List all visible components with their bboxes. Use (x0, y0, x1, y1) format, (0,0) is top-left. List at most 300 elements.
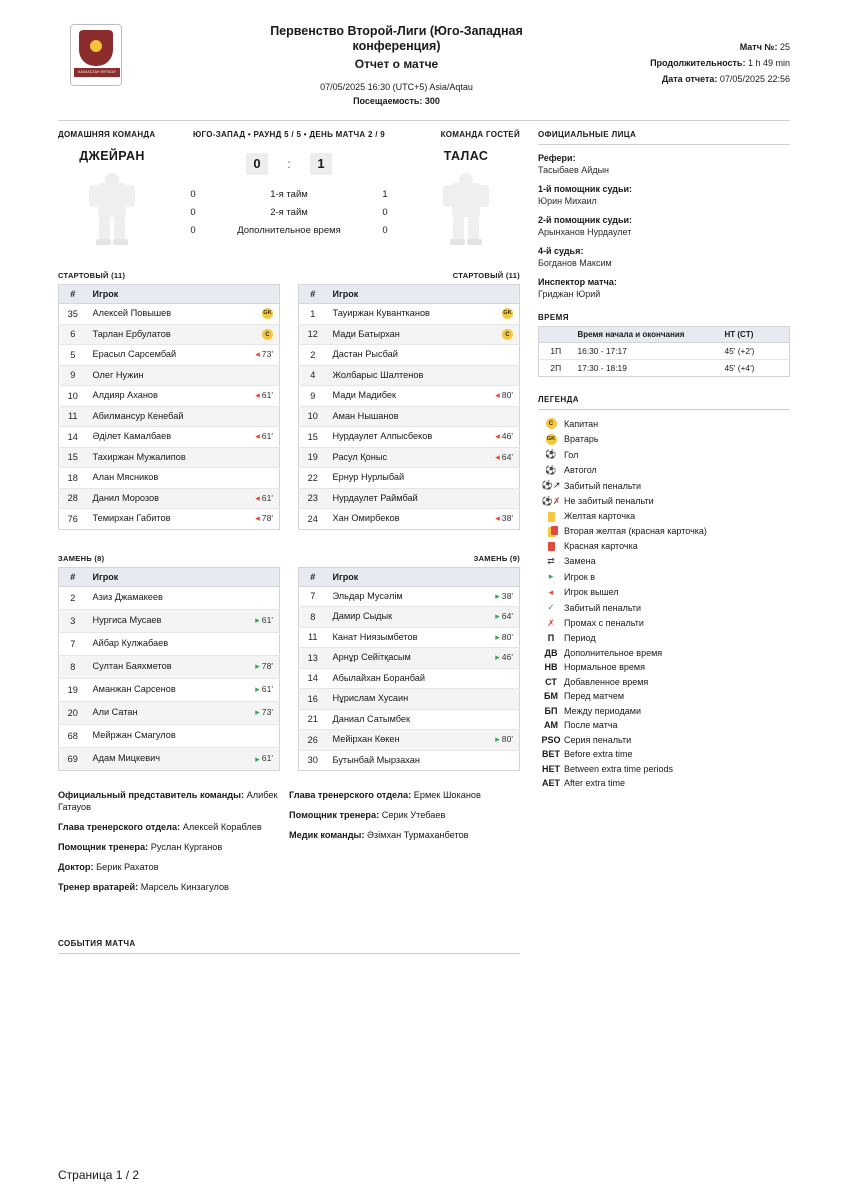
player-out-icon: ◂ (255, 349, 260, 360)
player-number: 4 (299, 365, 327, 386)
event-minute: 73' (261, 349, 273, 360)
event-minute: 46' (501, 431, 513, 442)
player-event (222, 468, 280, 489)
player-number: 76 (67, 513, 78, 524)
player-event (222, 447, 280, 468)
legend-abbr-item (538, 764, 790, 774)
home-team-name: ДЖЕЙРАН (79, 149, 145, 163)
report-title-block (178, 24, 615, 106)
player-number: 7 (59, 632, 87, 655)
staff-entry (58, 789, 289, 813)
player-number: 28 (59, 488, 87, 509)
player-number: 16 (299, 689, 327, 710)
staff-role: Глава тренерского отдела: (58, 822, 181, 832)
player-event (462, 730, 520, 751)
player-name: Султан Баяхметов (87, 655, 222, 678)
player-name: Данил Морозов (87, 488, 222, 509)
player-name: Нұрислам Хусаин (327, 689, 462, 710)
legend-item (538, 418, 790, 429)
player-name: Ерасыл Сарсембай (87, 345, 222, 366)
second-yellow-card-icon (548, 527, 555, 537)
away-bench-table (298, 567, 520, 772)
player-name: Әділет Камалбаев (87, 427, 222, 448)
player-in-icon: ▸ (495, 631, 500, 642)
table-row (299, 709, 520, 730)
staff-entry (58, 861, 289, 873)
player-in-icon: ▸ (255, 615, 260, 626)
official-role: 2-й помощник судьи: (538, 215, 633, 225)
legend-abbr-item (538, 662, 790, 672)
away-staff-list (289, 789, 520, 901)
table-row (299, 447, 520, 468)
player-number: 5 (59, 345, 87, 366)
player-event (462, 304, 520, 325)
player-number: 68 (59, 724, 87, 747)
legend-abbr-item (538, 720, 790, 730)
player-name: Абилмансур Кенебай (87, 406, 222, 427)
player-in-icon: ▸ (255, 684, 260, 695)
score-colon: : (287, 157, 291, 171)
match-events-title: СОБЫТИЯ МАТЧА (58, 939, 136, 948)
report-date (615, 74, 790, 84)
period-label: 1-я тайм (270, 189, 308, 200)
table-row (59, 586, 280, 609)
player-event (462, 386, 520, 407)
staff-entry (58, 821, 289, 833)
event-minute: 61' (261, 684, 273, 695)
legend-icon (538, 511, 564, 521)
period-row (166, 189, 412, 200)
official-entry (538, 277, 790, 299)
period-away-score: 0 (382, 207, 388, 218)
legend-icon (538, 618, 564, 629)
home-score: 0 (246, 153, 268, 175)
player-name: Тахиржан Мужалипов (87, 447, 222, 468)
col-header-num: # (299, 567, 327, 586)
event-minute: 80' (501, 390, 513, 401)
player-number: 14 (59, 427, 87, 448)
report-subtitle: Отчет о матче (354, 57, 439, 71)
player-number: 6 (59, 324, 87, 345)
legend-abbr: AET (542, 778, 560, 789)
legend-text: Капитан (564, 418, 599, 429)
player-number: 19 (59, 678, 87, 701)
away-starting-label: СТАРТОВЫЙ (11) (452, 271, 520, 280)
goalkeeper-badge-icon: GK (262, 308, 273, 319)
legend-text: Перед матчем (564, 691, 625, 702)
table-row (59, 701, 280, 724)
legend-text: Желтая карточка (564, 511, 636, 522)
official-role: 1-й помощник судьи: (538, 184, 633, 194)
table-row (59, 304, 280, 325)
legend-abbr: НВ (544, 662, 558, 673)
player-in-icon: ▸ (255, 661, 260, 672)
player-number: 2 (299, 345, 327, 366)
table-row (59, 345, 280, 366)
player-number: 22 (299, 468, 327, 489)
player-in-icon: ▸ (548, 571, 554, 582)
stage-label: ЮГО-ЗАПАД • РАУНД 5 / 5 • ДЕНЬ МАТЧА 2 / 9 (192, 130, 386, 139)
player-event (222, 586, 280, 609)
player-name: Жолбарыс Шалтенов (327, 365, 462, 386)
player-name: Нурдаулет Раймбай (327, 488, 462, 509)
player-in-icon: ▸ (255, 753, 260, 764)
legend-text: Вратарь (564, 434, 599, 445)
player-number: 11 (299, 627, 327, 648)
legend-icon (538, 556, 564, 567)
official-entry (538, 215, 790, 237)
attendance-value: 300 (424, 96, 440, 106)
player-event (222, 747, 280, 770)
event-minute: 73' (261, 707, 273, 718)
player-number: 26 (299, 730, 327, 751)
player-number: 30 (307, 755, 318, 766)
player-number: 8 (299, 607, 327, 628)
player-event (222, 406, 280, 427)
table-row (59, 747, 280, 770)
goal-icon: ⚽ (545, 449, 557, 460)
away-bench-label: ЗАМЕНЬ (9) (473, 553, 520, 563)
legend-abbr: АМ (544, 720, 558, 731)
legend-text: After extra time (564, 778, 626, 789)
player-name: Тарлан Ербулатов (87, 324, 222, 345)
staff-name: Берик Рахатов (96, 862, 159, 872)
time-row (539, 360, 790, 377)
player-event (462, 689, 520, 710)
table-row (299, 488, 520, 509)
starting-lineups-header (58, 271, 520, 280)
event-minute: 78' (261, 661, 273, 672)
legend-text: Вторая желтая (красная карточка) (564, 526, 707, 537)
legend-icon (538, 418, 564, 429)
captain-badge-icon: C (546, 418, 557, 429)
period-home-score: 0 (190, 189, 196, 200)
player-name: Тауиржан Кувантканов (327, 304, 462, 325)
away-starting-table (298, 284, 520, 530)
table-row (299, 689, 520, 710)
player-name: Даниал Сатымбек (327, 709, 462, 730)
legend-abbr-item (538, 735, 790, 745)
player-out-icon: ◂ (495, 390, 500, 401)
player-out-icon: ◂ (255, 492, 260, 503)
player-event (462, 427, 520, 448)
home-bench-label: ЗАМЕНЬ (8) (58, 553, 105, 563)
table-row (299, 750, 520, 771)
event-minute: 61' (261, 753, 273, 764)
player-event (222, 701, 280, 724)
captain-badge-icon: C (262, 329, 273, 340)
table-row (299, 345, 520, 366)
player-name: Ернур Нурлыбай (327, 468, 462, 489)
player-in-icon: ▸ (495, 611, 500, 622)
staff-role: Официальный представитель команды: (58, 790, 245, 800)
report-header (58, 18, 790, 106)
player-number: 2 (59, 586, 87, 609)
table-row (59, 678, 280, 701)
player-name: Дамир Сыдык (327, 607, 462, 628)
federation-crest-container (58, 24, 178, 86)
official-name: Богданов Максим (538, 258, 612, 268)
player-name: Мади Мадибек (327, 386, 462, 407)
player-event (222, 345, 280, 366)
legend-text: Не забитый пенальти (564, 496, 654, 507)
legend-text: Промах с пенальти (564, 618, 644, 629)
home-bench-table (58, 567, 280, 772)
header-divider (58, 120, 790, 121)
player-name: Нурдаулет Алпысбеков (327, 427, 462, 448)
player-name: Мейржан Смагулов (87, 724, 222, 747)
match-datetime: 07/05/2025 16:30 (UTC+5) Asia/Aqtau (320, 82, 473, 92)
home-starting-label: СТАРТОВЫЙ (11) (58, 271, 126, 280)
away-side (412, 149, 520, 247)
legend-abbr: HET (542, 763, 560, 774)
pso-missed-icon: ✗ (547, 617, 555, 628)
legend-text: Игрок вышел (564, 587, 619, 598)
table-row (59, 724, 280, 747)
player-out-icon: ◂ (495, 451, 500, 462)
staff-entry (58, 841, 289, 853)
legend-icon (538, 526, 564, 536)
table-row (299, 730, 520, 751)
federation-crest-icon (70, 24, 122, 86)
time-ht: 45' (+2') (720, 343, 790, 360)
staff-role: Доктор: (58, 862, 94, 872)
player-name: Айбар Кулжабаев (87, 632, 222, 655)
match-number (615, 42, 790, 52)
table-row (299, 509, 520, 530)
time-ht: 45' (+4') (724, 363, 755, 373)
player-name: Абылайхан Боранбай (327, 668, 462, 689)
yellow-card-icon (548, 512, 555, 522)
legend-item (538, 618, 790, 629)
col-header-player: Игрок (327, 567, 520, 586)
player-event (222, 632, 280, 655)
legend-item (538, 465, 790, 476)
legend-icon (538, 449, 564, 460)
own-goal-icon: ⚽ (545, 464, 557, 475)
player-name: Темирхан Габитов (92, 513, 171, 523)
legend-text: Between extra time periods (564, 763, 674, 774)
table-row (59, 468, 280, 489)
col-header-player: Игрок (87, 285, 280, 304)
staff-name: Серик Утебаев (381, 810, 446, 820)
legend-divider (538, 409, 790, 410)
legend-abbr-item (538, 749, 790, 759)
home-staff-list (58, 789, 289, 901)
player-event (462, 668, 520, 689)
legend-abbr: БМ (544, 691, 558, 702)
time-range: 16:30 - 17:17 (573, 343, 720, 360)
table-row (59, 386, 280, 407)
event-minute: 46' (501, 652, 513, 663)
player-number: 19 (299, 447, 327, 468)
legend-abbr: БП (544, 705, 558, 716)
event-minute: 64' (501, 611, 513, 622)
player-out-icon: ◂ (495, 431, 500, 442)
player-name: Аманжан Сарсенов (87, 678, 222, 701)
legend-item (538, 571, 790, 582)
time-col-ht: HT (CT) (720, 327, 790, 343)
period-row (166, 207, 412, 218)
player-out-icon: ◂ (255, 513, 260, 524)
legend-item (538, 496, 790, 507)
event-minute: 61' (261, 492, 273, 503)
player-number: 24 (307, 513, 318, 524)
player-name: Адам Мицкевич (87, 747, 222, 770)
player-name: Олег Нужин (87, 365, 222, 386)
legend-text: Дополнительное время (564, 647, 663, 658)
officials-list (538, 153, 790, 299)
attendance (178, 96, 615, 106)
player-number: 23 (299, 488, 327, 509)
player-event (462, 750, 520, 771)
match-number-label: Матч №: (739, 42, 778, 52)
report-date-value: 07/05/2025 22:56 (719, 74, 790, 84)
player-name: Канат Ниязымбетов (327, 627, 462, 648)
player-out-icon: ◂ (255, 431, 260, 442)
player-event (222, 724, 280, 747)
competition-title-line2: конференция) (352, 39, 441, 53)
player-event (462, 627, 520, 648)
player-event (462, 586, 520, 607)
player-name: Мади Батырхан (327, 324, 462, 345)
table-row (59, 509, 280, 530)
table-row (59, 406, 280, 427)
period-label: Дополнительное время (237, 225, 341, 236)
staff-name: Марсель Кинзагулов (140, 882, 229, 892)
time-col-period (539, 327, 573, 343)
player-number: 11 (59, 406, 87, 427)
player-out-icon: ◂ (548, 586, 554, 597)
legend-item (538, 556, 790, 567)
player-event (462, 648, 520, 669)
table-row (299, 627, 520, 648)
legend-text: Замена (564, 556, 596, 567)
player-in-icon: ▸ (495, 734, 500, 745)
legend-abbr-item (538, 706, 790, 716)
player-event (222, 304, 280, 325)
official-name: Гриджан Юрий (538, 289, 601, 299)
player-number: 9 (59, 365, 87, 386)
match-events-divider (58, 953, 520, 954)
table-row (299, 607, 520, 628)
time-table (538, 326, 790, 377)
player-event (462, 324, 520, 345)
player-number: 8 (59, 655, 87, 678)
col-header-player: Игрок (327, 285, 520, 304)
event-minute: 78' (261, 513, 273, 524)
player-name: Бутынбай Мырзахан (332, 754, 420, 765)
player-in-icon: ▸ (495, 652, 500, 663)
player-number: 9 (299, 386, 327, 407)
player-number: 7 (299, 586, 327, 607)
legend-abbr-item (538, 691, 790, 701)
event-minute: 61' (261, 431, 273, 442)
home-starting-table (58, 284, 280, 530)
time-col-range: Время начала и окончания (573, 327, 720, 343)
player-event (222, 678, 280, 701)
legend-abbr: BET (542, 749, 560, 760)
table-row (299, 427, 520, 448)
player-event (462, 447, 520, 468)
legend-icon (538, 434, 564, 445)
player-event (462, 488, 520, 509)
player-name: Азиз Джамакеев (87, 586, 222, 609)
official-name: Юрин Михаил (538, 196, 597, 206)
match-number-value: 25 (779, 42, 790, 52)
event-minute: 61' (261, 390, 273, 401)
player-name: Алдияр Аханов (87, 386, 222, 407)
right-column (538, 130, 790, 954)
match-duration (615, 58, 790, 68)
legend-icon (538, 496, 564, 507)
player-event (222, 655, 280, 678)
table-row (59, 488, 280, 509)
legend-item (538, 449, 790, 460)
officials-title: ОФИЦИАЛЬНЫЕ ЛИЦА (538, 130, 637, 139)
legend-text: Забитый пенальти (564, 602, 641, 613)
official-role: Рефери: (538, 153, 576, 163)
legend-abbr: П (547, 633, 555, 644)
officials-divider (538, 144, 790, 145)
score-center (166, 149, 412, 243)
legend-abbr-item (538, 677, 790, 687)
substitution-icon: ⇄ (547, 555, 555, 566)
attendance-label: Посещаемость: (353, 96, 423, 106)
staff-role: Медик команды: (289, 830, 365, 840)
page-footer: Страница 1 / 2 (58, 1168, 140, 1182)
header-meta-block (615, 24, 790, 90)
team-labels-row (58, 130, 520, 139)
legend-text: Между периодами (564, 705, 641, 716)
legend-abbr-item (538, 633, 790, 643)
player-number: 35 (59, 304, 87, 325)
legend-icon (538, 541, 564, 551)
event-minute: 38' (501, 513, 513, 524)
official-entry (538, 246, 790, 268)
table-row (59, 632, 280, 655)
legend-text: Период (564, 633, 596, 644)
staff-role: Глава тренерского отдела: (289, 790, 412, 800)
player-event (222, 386, 280, 407)
legend-item (538, 602, 790, 613)
table-row (59, 655, 280, 678)
player-event (462, 468, 520, 489)
staff-section (58, 789, 520, 901)
player-number: 69 (59, 747, 87, 770)
time-title: ВРЕМЯ (538, 313, 569, 322)
table-row (59, 365, 280, 386)
official-entry (538, 184, 790, 206)
table-row (59, 447, 280, 468)
red-card-icon (548, 542, 555, 552)
legend-item (538, 587, 790, 598)
player-out-icon: ◂ (495, 513, 500, 524)
table-row (299, 406, 520, 427)
player-event (462, 345, 520, 366)
table-row (59, 609, 280, 632)
event-minute: 80' (501, 734, 513, 745)
player-number: 1 (299, 304, 327, 325)
staff-role: Помощник тренера: (289, 810, 380, 820)
event-minute: 38' (501, 590, 513, 601)
left-column (58, 130, 520, 954)
table-row (299, 668, 520, 689)
legend-text: Гол (564, 449, 579, 460)
event-minute: 80' (501, 631, 513, 642)
legend-item (538, 526, 790, 536)
report-date-label: Дата отчета: (661, 74, 718, 84)
